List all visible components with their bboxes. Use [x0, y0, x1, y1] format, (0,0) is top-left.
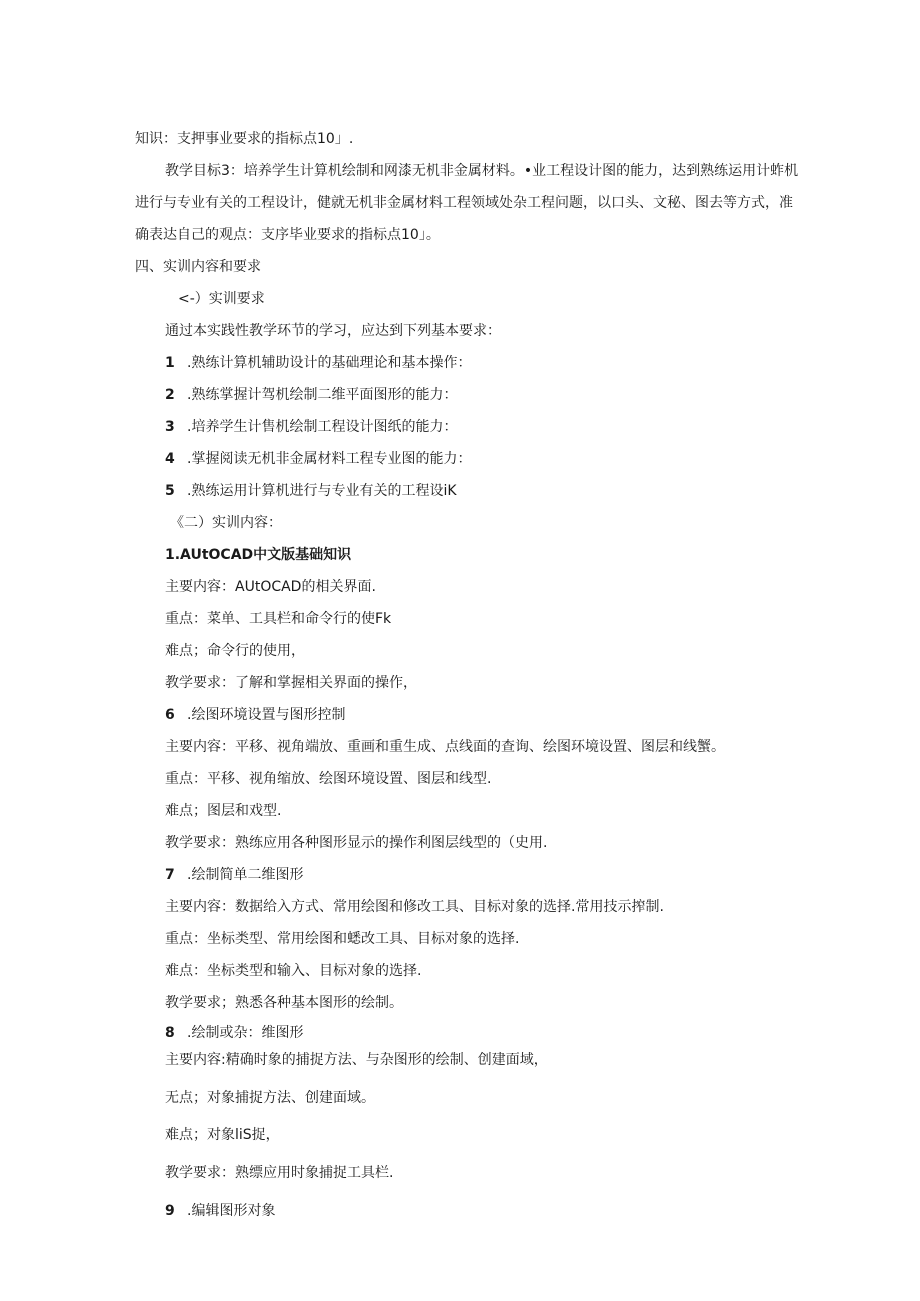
paragraph-line: 教学要求：了解和掌握相关界面的操作， [165, 675, 417, 691]
list-number: 2 [165, 387, 175, 403]
topic-heading [165, 1023, 303, 1043]
list-number: 5 [165, 483, 175, 499]
list-number: 1 [165, 355, 175, 371]
paragraph-line: 主要内容:精确时象的捕捉方法、与杂图形的绘制、创建面域， [165, 1052, 548, 1068]
paragraph-line: 难点；对象liS捉， [165, 1127, 280, 1143]
paragraph-line: 难点；图层和戏型. [165, 803, 282, 819]
list-item [165, 385, 457, 405]
list-number: 9 [165, 1203, 175, 1219]
paragraph-line: 难点：坐标类型和输入、目标对象的选择. [165, 963, 422, 979]
paragraph-line: 进行与专业有关的工程设计，健就无机非金属材料工程领域处杂工程问题，以口头、文秘、图去等方式，准 [135, 195, 793, 211]
list-item-text: .熟练掌握计驾机绘制二维平面图形的能力： [187, 387, 458, 403]
list-item [165, 417, 457, 437]
list-number: 6 [165, 707, 175, 723]
paragraph-line: 重点：坐标类型、常用绘图和蟋改工具、目标对象的选择. [165, 931, 520, 947]
list-number: 4 [165, 451, 175, 467]
list-number: 7 [165, 867, 175, 883]
paragraph-line: 教学目标3：培养学生计算机绘制和网漆无机非金属材料。•业工程设计图的能力，达到熟练运用计蚱机 [165, 163, 799, 179]
topic-heading-text: .绘制简单二维图形 [187, 867, 304, 883]
paragraph-line: 重点：平移、视角缩放、绘图环境设置、图层和线型. [165, 771, 492, 787]
topic-heading [165, 1201, 275, 1221]
paragraph-line: 教学要求；熟悉各种基本图形的绘制。 [165, 995, 403, 1011]
list-item-text: .培养学生计售机绘制工程设计图纸的能力： [187, 419, 458, 435]
paragraph-line: 主要内容：平移、视角端放、重画和重生成、点线面的查询、绘图环境设置、图层和线蟹。 [165, 739, 725, 755]
topic-heading-text: .绘图环境设置与图形控制 [187, 707, 346, 723]
section-heading: 四、实训内容和要求 [135, 259, 261, 275]
paragraph-line: 主要内容：数据给入方式、常用绘图和修改工具、目标对象的选择.常用技示搾制. [165, 899, 664, 915]
list-item-text: .掌握阅读无机非金属材料工程专业图的能力： [187, 451, 472, 467]
list-item [165, 353, 471, 373]
subsection-heading: 《二）实训内容： [170, 515, 282, 531]
subsection-heading: <-）实训要求 [178, 291, 265, 307]
topic-heading [165, 865, 303, 885]
topic-heading: 1.AUtOCAD中文版基础知识 [165, 547, 352, 563]
paragraph-line: 确表达自己的观点：支序毕业要求的指标点10」。 [135, 227, 440, 243]
paragraph-line: 难点；命令行的使用， [165, 643, 305, 659]
list-number: 3 [165, 419, 175, 435]
paragraph-line: 无点；对象捕捉方法、创建面域。 [165, 1090, 375, 1106]
paragraph-line: 重点：菜单、工具栏和命令行的使Fk [165, 611, 392, 627]
list-item [165, 481, 457, 501]
topic-heading [165, 705, 345, 725]
list-item-text: .熟练运用计算机进行与专业有关的工程设iK [187, 483, 457, 499]
topic-heading-text: .绘制或杂：维图形 [187, 1025, 304, 1041]
topic-heading-text: .编辑图形对象 [187, 1203, 276, 1219]
list-item-text: .熟练计算机辅助设计的基础理论和基本操作： [187, 355, 472, 371]
paragraph-line: 主要内容：AUtOCAD的相关界面. [165, 579, 376, 595]
list-number: 8 [165, 1025, 175, 1041]
paragraph-line: 通过本实践性教学环节的学习，应达到下列基本要求： [165, 323, 501, 339]
paragraph-line: 知识：支押事业要求的指标点10」. [135, 131, 354, 147]
paragraph-line: 教学要求：熟缥应用时象捕捉工具栏. [165, 1165, 394, 1181]
paragraph-line: 教学要求：熟练应用各种图形显示的操作利图层线型的（史用. [165, 835, 548, 851]
list-item [165, 449, 471, 469]
